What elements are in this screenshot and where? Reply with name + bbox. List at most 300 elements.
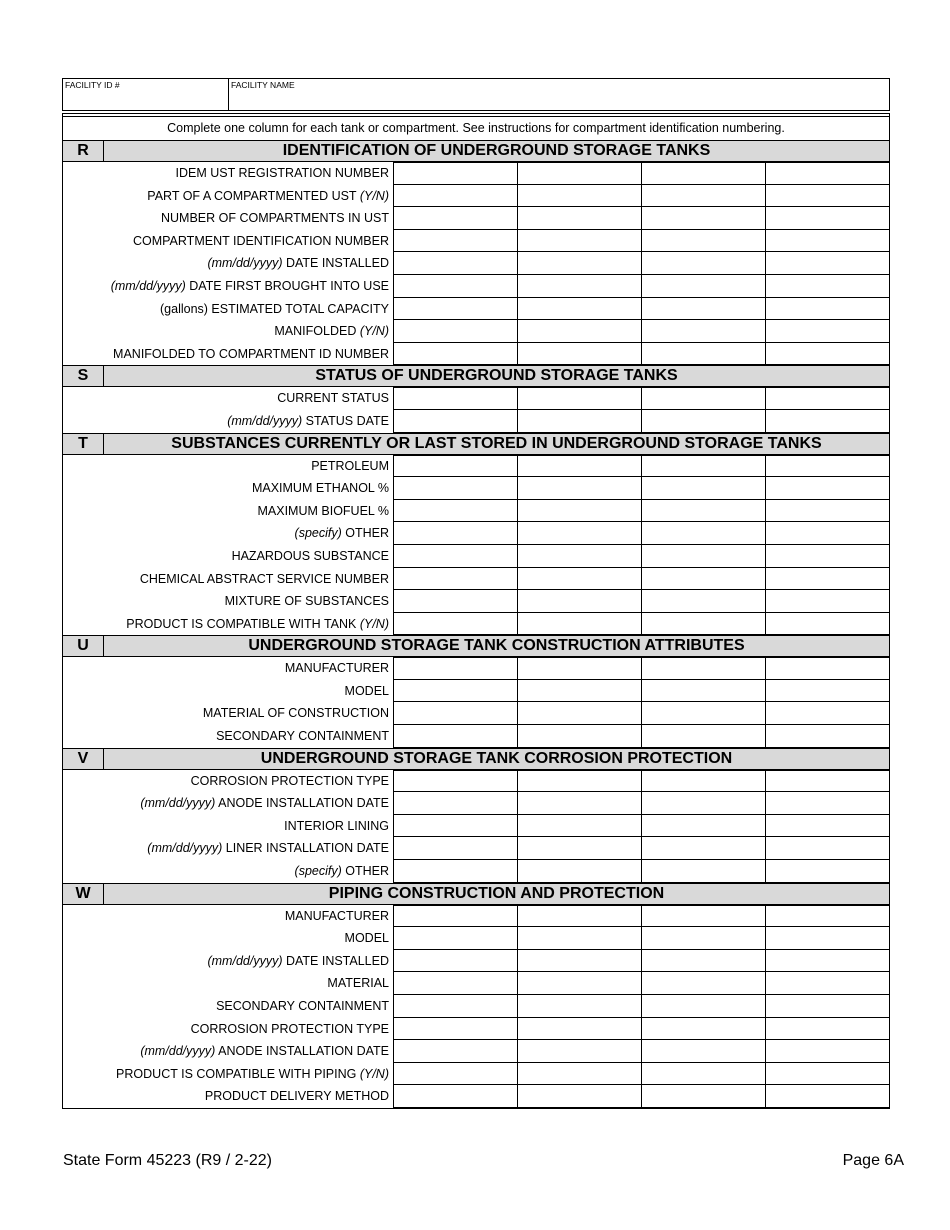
form-row: [63, 613, 889, 636]
tank-2-input[interactable]: [518, 837, 642, 860]
row-label-text: MANIFOLDED: [274, 324, 360, 339]
form-row: [63, 837, 889, 860]
tank-1-input[interactable]: [394, 950, 518, 973]
row-label-text: PART OF A COMPARTMENTED UST: [147, 188, 360, 203]
tank-3-input[interactable]: [642, 500, 766, 523]
tank-columns: [393, 702, 889, 725]
tank-4-input[interactable]: [766, 995, 889, 1018]
tank-1-input[interactable]: [394, 320, 518, 343]
tank-3-input[interactable]: [642, 522, 766, 545]
tank-2-input[interactable]: [518, 207, 642, 230]
tank-3-input[interactable]: [642, 252, 766, 275]
tank-3-input[interactable]: [642, 702, 766, 725]
row-label: [63, 680, 393, 703]
form-row: [63, 995, 889, 1018]
row-label-text: MANUFACTURER: [284, 908, 389, 923]
tank-4-input[interactable]: [766, 927, 889, 950]
tank-columns: [393, 545, 889, 568]
tank-4-input[interactable]: [766, 680, 889, 703]
form-row: [63, 207, 889, 230]
tank-4-input[interactable]: [766, 477, 889, 500]
form-row: [63, 1018, 889, 1041]
tank-3-input[interactable]: [642, 162, 766, 185]
tank-3-input[interactable]: [642, 320, 766, 343]
tank-2-input[interactable]: [518, 995, 642, 1018]
section-title: STATUS OF UNDERGROUND STORAGE TANKS: [315, 367, 678, 385]
row-label-prefix: (mm/dd/yyyy): [207, 256, 283, 271]
tank-columns: [393, 590, 889, 613]
tank-2-input[interactable]: [518, 455, 642, 478]
tank-2-input[interactable]: [518, 702, 642, 725]
tank-columns: [393, 477, 889, 500]
row-label-text: OTHER: [341, 864, 389, 879]
row-label-text: ANODE INSTALLATION DATE: [215, 796, 389, 811]
tank-columns: [393, 860, 889, 883]
tank-4-input[interactable]: [766, 1063, 889, 1086]
row-label: [63, 905, 393, 928]
tank-4-input[interactable]: [766, 972, 889, 995]
row-label: [63, 230, 393, 253]
row-label-suffix: (Y/N): [359, 188, 389, 203]
page-number: Page 6A: [842, 1152, 904, 1169]
tank-1-input[interactable]: [394, 1063, 518, 1086]
tank-3-input[interactable]: [642, 613, 766, 636]
row-label-prefix: (specify): [294, 526, 342, 541]
form-row: [63, 950, 889, 973]
tank-2-input[interactable]: [518, 477, 642, 500]
tank-1-input[interactable]: [394, 185, 518, 208]
tank-1-input[interactable]: [394, 343, 518, 366]
row-label: [63, 522, 393, 545]
row-label: [63, 320, 393, 343]
tank-3-input[interactable]: [642, 680, 766, 703]
tank-4-input[interactable]: [766, 275, 889, 298]
tank-1-input[interactable]: [394, 905, 518, 928]
row-label-prefix: (mm/dd/yyyy): [110, 278, 186, 293]
tank-2-input[interactable]: [518, 725, 642, 748]
tank-columns: [393, 568, 889, 591]
tank-2-input[interactable]: [518, 950, 642, 973]
form-row: [63, 927, 889, 950]
form-row: [63, 590, 889, 613]
tank-3-input[interactable]: [642, 995, 766, 1018]
tank-2-input[interactable]: [518, 860, 642, 883]
row-label-text: COMPARTMENT IDENTIFICATION NUMBER: [132, 233, 389, 248]
tank-3-input[interactable]: [642, 1040, 766, 1063]
row-label: [63, 770, 393, 793]
tank-4-input[interactable]: [766, 1085, 889, 1108]
row-label-text: MANUFACTURER: [284, 661, 389, 676]
form-row: [63, 522, 889, 545]
tank-1-input[interactable]: [394, 860, 518, 883]
tank-2-input[interactable]: [518, 1063, 642, 1086]
tank-columns: [393, 657, 889, 680]
tank-4-input[interactable]: [766, 343, 889, 366]
tank-3-input[interactable]: [642, 860, 766, 883]
row-label-suffix: (Y/N): [359, 324, 389, 339]
tank-2-input[interactable]: [518, 343, 642, 366]
tank-1-input[interactable]: [394, 545, 518, 568]
tank-4-input[interactable]: [766, 837, 889, 860]
tank-3-input[interactable]: [642, 590, 766, 613]
tank-1-input[interactable]: [394, 792, 518, 815]
row-label: [63, 343, 393, 366]
row-label-text: MAXIMUM BIOFUEL %: [257, 503, 389, 518]
tank-columns: [393, 320, 889, 343]
tank-2-input[interactable]: [518, 680, 642, 703]
tank-1-input[interactable]: [394, 207, 518, 230]
tank-3-input[interactable]: [642, 657, 766, 680]
tank-2-input[interactable]: [518, 252, 642, 275]
tank-1-input[interactable]: [394, 995, 518, 1018]
section-header-v: [63, 748, 889, 770]
tank-4-input[interactable]: [766, 185, 889, 208]
tank-1-input[interactable]: [394, 972, 518, 995]
tank-3-input[interactable]: [642, 410, 766, 433]
section-header-t: [63, 433, 889, 455]
row-label: [63, 590, 393, 613]
tank-4-input[interactable]: [766, 230, 889, 253]
row-label-text: INTERIOR LINING: [284, 818, 389, 833]
tank-3-input[interactable]: [642, 343, 766, 366]
row-label-text: MIXTURE OF SUBSTANCES: [224, 594, 389, 609]
tank-columns: [393, 275, 889, 298]
row-label: [63, 252, 393, 275]
tank-1-input[interactable]: [394, 613, 518, 636]
form-row: [63, 298, 889, 321]
tank-1-input[interactable]: [394, 657, 518, 680]
form-row: [63, 410, 889, 433]
form-row: [63, 680, 889, 703]
tank-3-input[interactable]: [642, 972, 766, 995]
tank-columns: [393, 995, 889, 1018]
tank-3-input[interactable]: [642, 298, 766, 321]
tank-1-input[interactable]: [394, 162, 518, 185]
tank-4-input[interactable]: [766, 252, 889, 275]
tank-4-input[interactable]: [766, 455, 889, 478]
row-label: [63, 500, 393, 523]
facility-name-field[interactable]: [229, 79, 889, 110]
tank-1-input[interactable]: [394, 252, 518, 275]
row-label-text: ANODE INSTALLATION DATE: [215, 1044, 389, 1059]
section-title: UNDERGROUND STORAGE TANK CONSTRUCTION ATTRIBUTES: [248, 637, 745, 655]
tank-4-input[interactable]: [766, 860, 889, 883]
tank-3-input[interactable]: [642, 387, 766, 410]
tank-1-input[interactable]: [394, 1085, 518, 1108]
tank-columns: [393, 837, 889, 860]
section-letter: S: [63, 366, 104, 386]
form-row: [63, 725, 889, 748]
tank-3-input[interactable]: [642, 568, 766, 591]
form-row: [63, 1085, 889, 1108]
tank-3-input[interactable]: [642, 1063, 766, 1086]
tank-4-input[interactable]: [766, 162, 889, 185]
tank-4-input[interactable]: [766, 815, 889, 838]
form-row: [63, 275, 889, 298]
tank-3-input[interactable]: [642, 815, 766, 838]
tank-4-input[interactable]: [766, 950, 889, 973]
form-row: [63, 162, 889, 185]
form-row: [63, 905, 889, 928]
tank-4-input[interactable]: [766, 522, 889, 545]
tank-columns: [393, 298, 889, 321]
form-row: [63, 252, 889, 275]
tank-1-input[interactable]: [394, 500, 518, 523]
tank-columns: [393, 770, 889, 793]
tank-2-input[interactable]: [518, 815, 642, 838]
form-row: [63, 702, 889, 725]
tank-columns: [393, 725, 889, 748]
row-label-text: PETROLEUM: [311, 458, 389, 473]
tank-1-input[interactable]: [394, 590, 518, 613]
tank-3-input[interactable]: [642, 207, 766, 230]
tank-2-input[interactable]: [518, 792, 642, 815]
section-letter: V: [63, 749, 104, 769]
row-label: [63, 815, 393, 838]
tank-3-input[interactable]: [642, 770, 766, 793]
row-label-text: MATERIAL OF CONSTRUCTION: [202, 706, 389, 721]
tank-2-input[interactable]: [518, 770, 642, 793]
tank-columns: [393, 387, 889, 410]
tank-columns: [393, 905, 889, 928]
sections-container: [63, 140, 889, 1108]
row-label-text: HAZARDOUS SUBSTANCE: [231, 548, 389, 563]
section-letter: T: [63, 434, 104, 454]
tank-1-input[interactable]: [394, 1018, 518, 1041]
tank-1-input[interactable]: [394, 725, 518, 748]
row-label-suffix: (Y/N): [359, 616, 389, 631]
tank-2-input[interactable]: [518, 927, 642, 950]
tank-4-input[interactable]: [766, 545, 889, 568]
tank-1-input[interactable]: [394, 770, 518, 793]
tank-1-input[interactable]: [394, 568, 518, 591]
tank-4-input[interactable]: [766, 725, 889, 748]
tank-2-input[interactable]: [518, 905, 642, 928]
ust-form: [62, 78, 890, 1109]
form-number: State Form 45223 (R9 / 2-22): [63, 1152, 272, 1169]
facility-header: [62, 78, 890, 111]
tank-2-input[interactable]: [518, 387, 642, 410]
row-label: [63, 927, 393, 950]
tank-1-input[interactable]: [394, 680, 518, 703]
section-title: PIPING CONSTRUCTION AND PROTECTION: [328, 884, 665, 902]
row-label-text: LINER INSTALLATION DATE: [222, 841, 389, 856]
form-row: [63, 500, 889, 523]
row-label: [63, 185, 393, 208]
form-row: [63, 1063, 889, 1086]
tank-2-input[interactable]: [518, 162, 642, 185]
row-label: [63, 950, 393, 973]
row-label: [63, 545, 393, 568]
tank-2-input[interactable]: [518, 185, 642, 208]
tank-2-input[interactable]: [518, 522, 642, 545]
tank-columns: [393, 1040, 889, 1063]
row-label-text: MATERIAL: [327, 976, 389, 991]
form-row: [63, 185, 889, 208]
tank-columns: [393, 410, 889, 433]
form-row: [63, 815, 889, 838]
tank-1-input[interactable]: [394, 522, 518, 545]
tank-4-input[interactable]: [766, 298, 889, 321]
row-label-text: MODEL: [344, 931, 389, 946]
tank-4-input[interactable]: [766, 702, 889, 725]
facility-id-field[interactable]: [63, 79, 229, 110]
form-row: [63, 1040, 889, 1063]
section-letter: U: [63, 636, 104, 656]
tank-4-input[interactable]: [766, 770, 889, 793]
tank-2-input[interactable]: [518, 298, 642, 321]
tank-2-input[interactable]: [518, 568, 642, 591]
tank-columns: [393, 1063, 889, 1086]
tank-4-input[interactable]: [766, 905, 889, 928]
tank-columns: [393, 162, 889, 185]
tank-1-input[interactable]: [394, 410, 518, 433]
tank-2-input[interactable]: [518, 613, 642, 636]
tank-3-input[interactable]: [642, 1085, 766, 1108]
tank-columns: [393, 972, 889, 995]
tank-columns: [393, 815, 889, 838]
tank-4-input[interactable]: [766, 657, 889, 680]
tank-columns: [393, 343, 889, 366]
section-title: IDENTIFICATION OF UNDERGROUND STORAGE TANKS: [282, 142, 711, 159]
tank-columns: [393, 613, 889, 636]
tank-3-input[interactable]: [642, 1018, 766, 1041]
row-label-text: DATE FIRST BROUGHT INTO USE: [185, 278, 389, 293]
form-row: [63, 792, 889, 815]
tank-3-input[interactable]: [642, 927, 766, 950]
row-label-prefix: (mm/dd/yyyy): [207, 953, 283, 968]
tank-3-input[interactable]: [642, 725, 766, 748]
tank-1-input[interactable]: [394, 455, 518, 478]
tank-3-input[interactable]: [642, 905, 766, 928]
row-label-text: OTHER: [341, 526, 389, 541]
tank-1-input[interactable]: [394, 927, 518, 950]
tank-3-input[interactable]: [642, 792, 766, 815]
tank-1-input[interactable]: [394, 702, 518, 725]
tank-columns: [393, 207, 889, 230]
row-label-text: PRODUCT IS COMPATIBLE WITH PIPING: [116, 1066, 360, 1081]
tank-columns: [393, 680, 889, 703]
row-label: [63, 613, 393, 636]
form-row: [63, 770, 889, 793]
tank-2-input[interactable]: [518, 590, 642, 613]
tank-2-input[interactable]: [518, 320, 642, 343]
tank-2-input[interactable]: [518, 410, 642, 433]
tank-4-input[interactable]: [766, 387, 889, 410]
row-label-prefix: (mm/dd/yyyy): [147, 841, 223, 856]
row-label: [63, 162, 393, 185]
tank-3-input[interactable]: [642, 230, 766, 253]
row-label-text: SECONDARY CONTAINMENT: [216, 999, 389, 1013]
tank-2-input[interactable]: [518, 1018, 642, 1041]
section-letter: W: [63, 884, 104, 904]
tank-4-input[interactable]: [766, 613, 889, 636]
tank-4-input[interactable]: [766, 1040, 889, 1063]
row-label-text: MANIFOLDED TO COMPARTMENT ID NUMBER: [113, 346, 389, 361]
tank-3-input[interactable]: [642, 950, 766, 973]
tank-3-input[interactable]: [642, 185, 766, 208]
tank-4-input[interactable]: [766, 207, 889, 230]
row-label: [63, 298, 393, 321]
row-label: [63, 387, 393, 410]
row-label: [63, 1085, 393, 1108]
tank-2-input[interactable]: [518, 545, 642, 568]
row-label-text: (gallons) ESTIMATED TOTAL CAPACITY: [160, 301, 389, 316]
tank-columns: [393, 1085, 889, 1108]
form-row: [63, 860, 889, 883]
row-label: [63, 995, 393, 1018]
row-label-prefix: (mm/dd/yyyy): [227, 413, 303, 428]
row-label-text: CORROSION PROTECTION TYPE: [190, 773, 389, 788]
tank-3-input[interactable]: [642, 477, 766, 500]
tank-2-input[interactable]: [518, 230, 642, 253]
tank-columns: [393, 927, 889, 950]
tank-3-input[interactable]: [642, 545, 766, 568]
tank-columns: [393, 950, 889, 973]
tank-1-input[interactable]: [394, 477, 518, 500]
tank-4-input[interactable]: [766, 792, 889, 815]
tank-1-input[interactable]: [394, 815, 518, 838]
section-header-r: [63, 140, 889, 162]
row-label-text: MAXIMUM ETHANOL %: [251, 481, 389, 496]
tank-4-input[interactable]: [766, 568, 889, 591]
tank-3-input[interactable]: [642, 837, 766, 860]
tank-1-input[interactable]: [394, 837, 518, 860]
row-label-text: IDEM UST REGISTRATION NUMBER: [175, 166, 389, 180]
form-row: [63, 387, 889, 410]
row-label-text: SECONDARY CONTAINMENT: [216, 729, 389, 744]
row-label-text: PRODUCT IS COMPATIBLE WITH TANK: [126, 616, 360, 631]
tank-4-input[interactable]: [766, 410, 889, 433]
tank-2-input[interactable]: [518, 275, 642, 298]
tank-2-input[interactable]: [518, 1085, 642, 1108]
form-body: [62, 113, 890, 1109]
tank-4-input[interactable]: [766, 500, 889, 523]
row-label-text: CURRENT STATUS: [277, 391, 389, 406]
form-row: [63, 568, 889, 591]
tank-columns: [393, 792, 889, 815]
tank-columns: [393, 522, 889, 545]
tank-2-input[interactable]: [518, 657, 642, 680]
row-label: [63, 725, 393, 748]
tank-4-input[interactable]: [766, 590, 889, 613]
row-label-prefix: (mm/dd/yyyy): [140, 1044, 216, 1059]
row-label: [63, 455, 393, 478]
row-label: [63, 860, 393, 883]
row-label: [63, 792, 393, 815]
row-label: [63, 477, 393, 500]
facility-id-label: FACILITY ID #: [65, 80, 120, 90]
row-label: [63, 972, 393, 995]
row-label-text: DATE INSTALLED: [282, 953, 389, 968]
tank-1-input[interactable]: [394, 298, 518, 321]
tank-2-input[interactable]: [518, 500, 642, 523]
tank-2-input[interactable]: [518, 1040, 642, 1063]
tank-2-input[interactable]: [518, 972, 642, 995]
tank-1-input[interactable]: [394, 387, 518, 410]
form-row: [63, 545, 889, 568]
row-label-text: MODEL: [344, 683, 389, 698]
tank-1-input[interactable]: [394, 275, 518, 298]
form-row: [63, 230, 889, 253]
row-label-suffix: (Y/N): [359, 1066, 389, 1081]
tank-3-input[interactable]: [642, 275, 766, 298]
tank-1-input[interactable]: [394, 230, 518, 253]
tank-1-input[interactable]: [394, 1040, 518, 1063]
tank-4-input[interactable]: [766, 1018, 889, 1041]
tank-4-input[interactable]: [766, 320, 889, 343]
tank-3-input[interactable]: [642, 455, 766, 478]
